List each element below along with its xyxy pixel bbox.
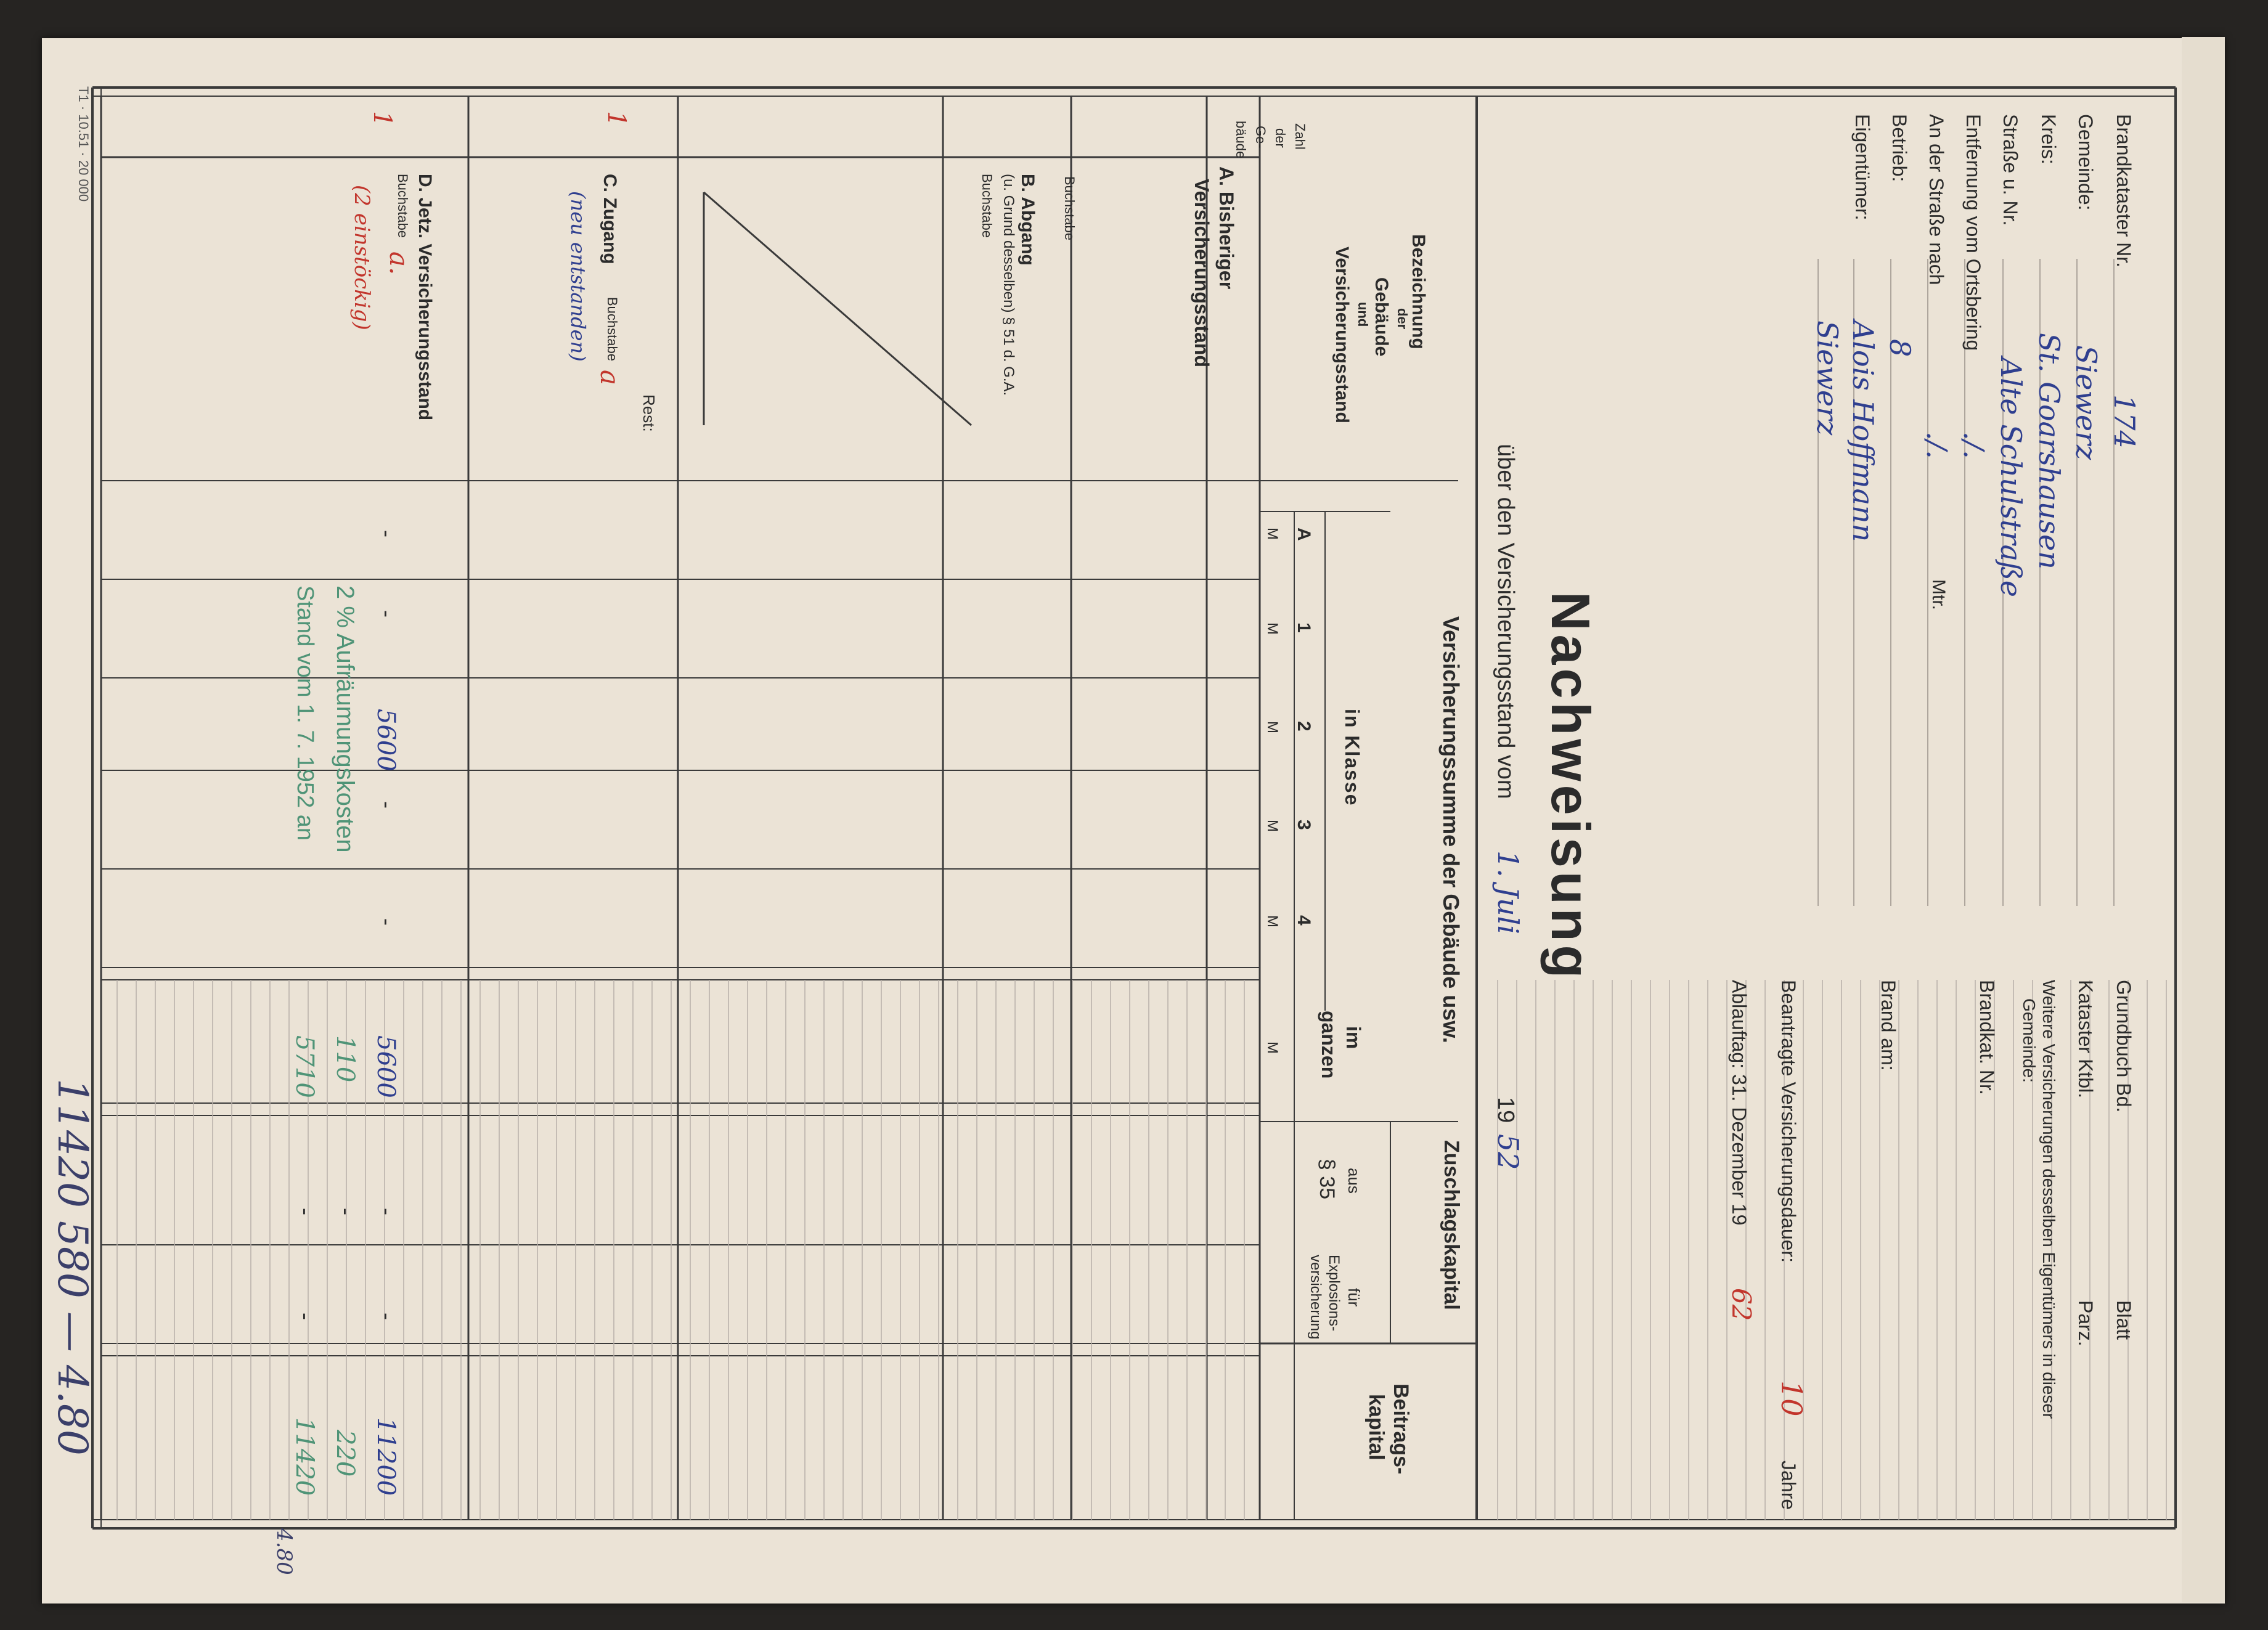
klasse-label: 2 [1294, 721, 1314, 731]
beitrag-header-1: Beitrags- [1389, 1383, 1413, 1475]
dash-mark: - [375, 610, 400, 617]
zugang-k2: 5600 [372, 709, 400, 772]
field-value: 8 [1883, 339, 1917, 357]
margin-note: 11420 580 — 4.80 [49, 1078, 96, 1456]
year-filled: 52 [1491, 1134, 1525, 1170]
aus-label: aus [1345, 1168, 1363, 1194]
section-c-buchstabe: Buchstabe [605, 297, 620, 361]
klasse-label: 1 [1294, 622, 1314, 633]
dash-mark: - [293, 1313, 319, 1320]
bezeichnung-line: Versicherungsstand [1332, 247, 1352, 423]
explosion-label-2: versicherung [1307, 1255, 1324, 1340]
field-label: Straße u. Nr. [1999, 114, 2021, 226]
stand-ganzen: 5710 [290, 1035, 319, 1098]
dauer-value: 10 [1775, 1380, 1808, 1417]
m-mark: M [1264, 915, 1281, 927]
weitere-label-1: Weitere Versicherungen desselben Eigentümers in dieser [2039, 980, 2058, 1419]
section-b-buchstabe: Buchstabe [979, 174, 995, 238]
fuer-label: für [1345, 1288, 1363, 1307]
section-a-title-2: Versicherungsstand [1191, 179, 1213, 367]
field-label: Gemeinde: [2074, 114, 2097, 211]
form-title: Nachweisung [1540, 592, 1601, 982]
field-value: ./. [1957, 431, 1991, 459]
jahre-label: Jahre [1777, 1461, 1800, 1510]
zahl-line: der [1273, 128, 1288, 148]
field-value: Siewerz [1811, 320, 1844, 436]
section-d-title: D. Jetz. Versicherungsstand [415, 174, 435, 421]
bezeichnung-line: Bezeichnung [1408, 234, 1429, 349]
m-mark: M [1264, 721, 1281, 733]
section-b-sub: (u. Grund desselben) § 51 d. G.A. [1000, 174, 1017, 396]
dash-mark: - [375, 801, 400, 809]
ablauf-label: Ablauftag: 31. Dezember 19 [1728, 980, 1750, 1226]
c-note: (neu entstanden) [566, 191, 590, 362]
dash-mark: - [375, 1313, 400, 1320]
dash-mark: - [375, 1208, 400, 1215]
stand-beitrag: 11420 [290, 1417, 319, 1496]
rest-label: Rest: [640, 394, 658, 432]
bezeichnung-line: Gebäude [1371, 277, 1392, 357]
field-value: St. Goarshausen [2033, 333, 2066, 569]
section-b-title: B. Abgang [1018, 174, 1038, 266]
zugang-ganzen: 5600 [372, 1035, 400, 1098]
stand-text: Stand vom 1. 7. 1952 an [292, 585, 318, 841]
field-value: ./. [1920, 431, 1954, 459]
field-value: 174 [2108, 394, 2141, 449]
blatt-label: Blatt [2113, 1300, 2135, 1340]
d-note: (2 einstöckig) [349, 185, 374, 330]
klasse-label: 4 [1294, 915, 1314, 926]
m-mark: M [1264, 528, 1281, 540]
zuschlag-header: Zuschlagskapital [1440, 1140, 1463, 1310]
brand-am-label: Brand am: [1877, 980, 1899, 1071]
brandkat-label: Brandkat. Nr. [1976, 980, 1998, 1095]
c-count: 1 [602, 111, 630, 127]
zahl-line: Ge- [1253, 126, 1268, 149]
dash-mark: - [334, 1208, 359, 1215]
dash-mark: - [375, 530, 400, 537]
mtr-label: Mtr. [1928, 579, 1949, 610]
bezeichnung-line: und [1355, 302, 1371, 327]
m-mark: M [1264, 820, 1281, 832]
field-label: An der Straße nach [1925, 114, 1948, 285]
date-filled: 1. Juli [1491, 850, 1525, 935]
zahl-line: Zahl [1292, 123, 1308, 150]
form-subtitle: über den Versicherungsstand vom [1493, 444, 1519, 799]
parz-label: Parz. [2074, 1300, 2097, 1347]
c-letter: a [595, 370, 625, 386]
section-a-buchstabe: Buchstabe [1062, 176, 1077, 240]
aufraeumung-text: 2 % Aufräumungskosten [332, 585, 359, 853]
field-label: Brandkataster Nr. [2113, 114, 2135, 267]
year-prefix: 19 [1493, 1097, 1519, 1123]
summe-header: Versicherungssumme der Gebäude usw. [1438, 616, 1464, 1043]
m-mark: M [1264, 1041, 1281, 1054]
aufraeumung-ganzen: 110 [331, 1035, 359, 1083]
aufraeumung-beitrag: 220 [331, 1430, 359, 1477]
field-label: Betrieb: [1888, 114, 1911, 182]
margin-note-2: 4.80 [272, 1528, 296, 1575]
klasse-label: A [1294, 528, 1314, 541]
weitere-label-2: Gemeinde: [2020, 998, 2039, 1083]
section-a-title: A. Bisheriger [1215, 166, 1238, 290]
grundbuch-label: Grundbuch Bd. [2113, 980, 2135, 1113]
field-value: Alte Schulstraße [1994, 357, 2028, 597]
field-value: Alois Hoffmann [1846, 320, 1880, 542]
zahl-line: bäude [1233, 121, 1249, 159]
section-d-buchstabe: Buchstabe [395, 174, 410, 238]
zugang-beitrag: 11200 [372, 1417, 400, 1496]
field-value: Siewerz [2070, 345, 2103, 460]
explosion-label-1: Explosions- [1326, 1255, 1342, 1332]
m-mark: M [1264, 622, 1281, 635]
klasse-label: 3 [1294, 820, 1314, 830]
dauer-label: Beantragte Versicherungsdauer: [1777, 980, 1800, 1263]
field-label: Entfernung vom Ortsbering [1962, 114, 1985, 351]
kataster-label: Kataster Ktbl. [2074, 980, 2097, 1099]
dash-mark: - [375, 918, 400, 926]
d-count: 1 [368, 111, 396, 127]
dash-mark: - [293, 1208, 319, 1215]
im-ganzen-1: im [1342, 1026, 1364, 1049]
in-klasse-header: in Klasse [1341, 709, 1363, 807]
im-ganzen-2: ganzen [1318, 1011, 1340, 1079]
field-label: Kreis: [2038, 114, 2060, 165]
print-code: T1 · 10.51 · 20 000 [76, 86, 91, 202]
bezeichnung-line: der [1395, 308, 1410, 330]
para35-label: § 35 [1315, 1159, 1339, 1200]
ablauf-value: 62 [1726, 1288, 1756, 1321]
d-letter: a. [384, 251, 414, 275]
field-label: Eigentümer: [1851, 114, 1874, 221]
section-c-title: C. Zugang [600, 174, 620, 264]
beitrag-header-2: kapital [1364, 1394, 1388, 1461]
